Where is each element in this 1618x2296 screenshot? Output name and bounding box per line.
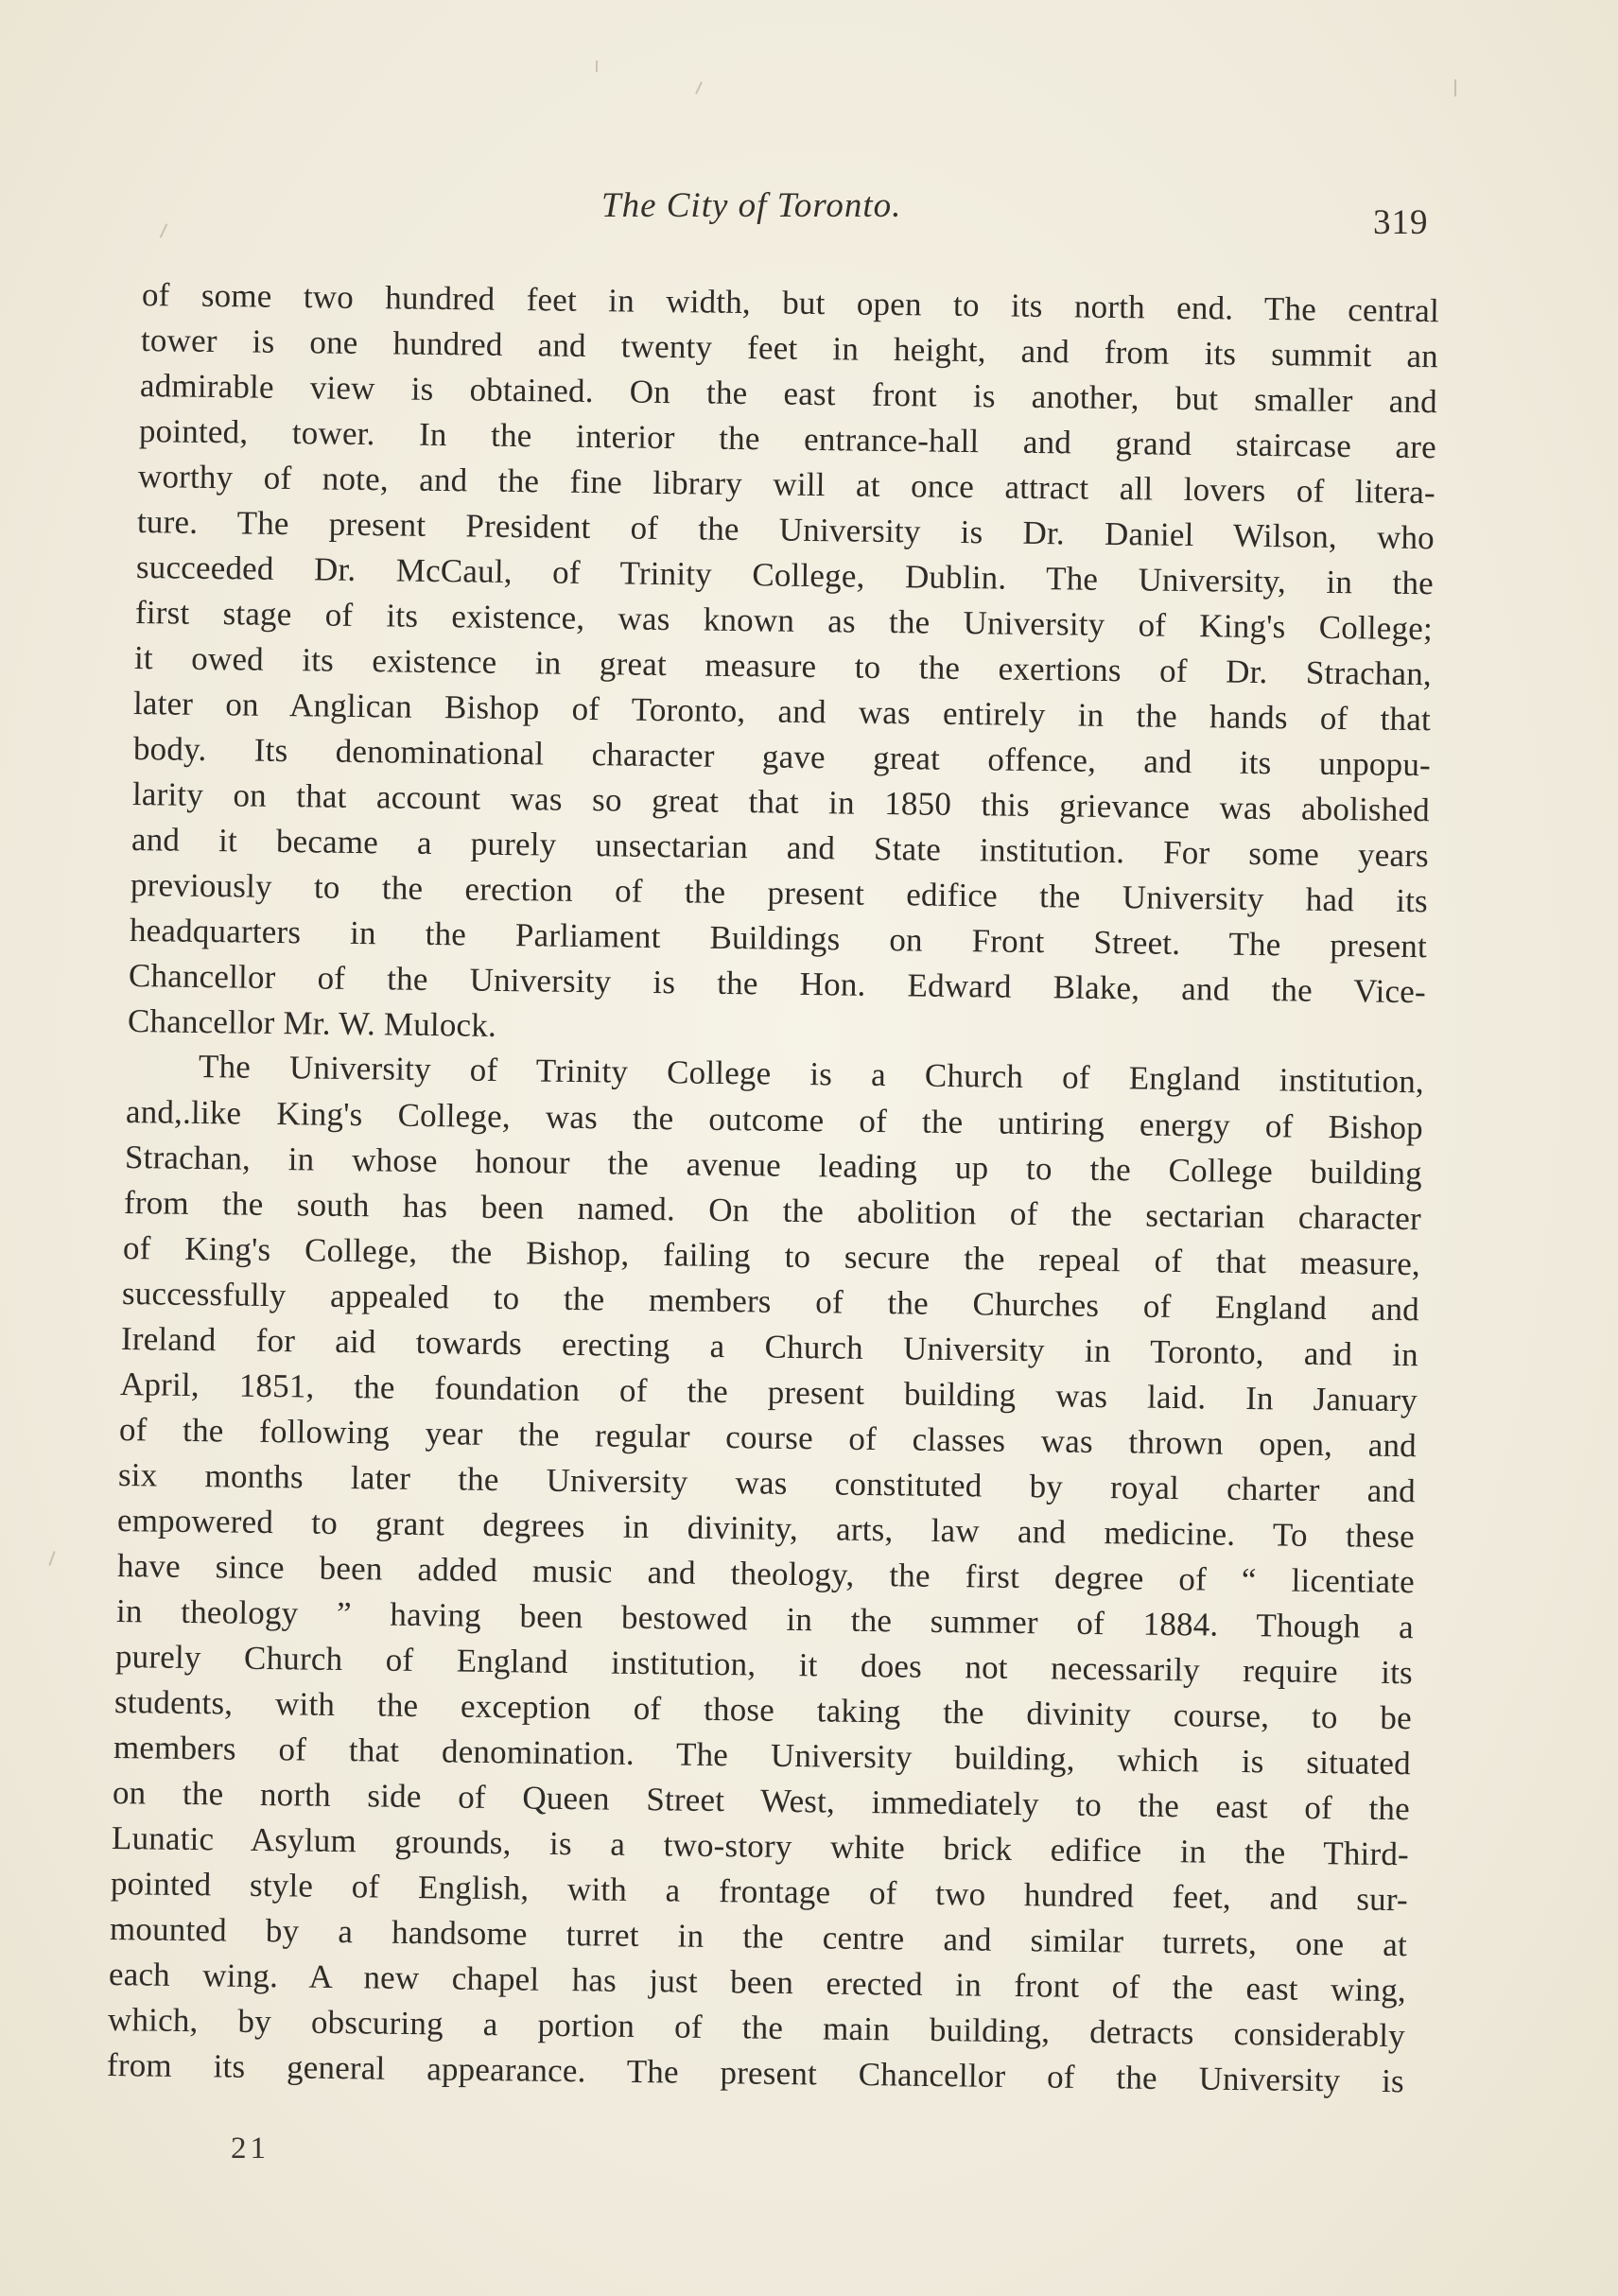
text-line: pointed, tower. In the interior the entrance-hall and grand staircase are — [138, 412, 1437, 466]
text-line: which, by obscuring a portion of the main building, detracts considerably — [107, 2001, 1406, 2055]
text-line: successfully appealed to the members of the Churches of England and — [121, 1275, 1420, 1329]
text-line: headquarters in the Parliament Buildings on Front Street. The present — [129, 912, 1428, 965]
text-line: and it became a purely unsectarian and State institution. For some years — [130, 821, 1430, 875]
text-line: succeeded Dr. McCaul, of Trinity College, Dublin. The University, in the — [135, 548, 1435, 602]
text-line: and,.like King's College, was the outcome of the untiring energy of Bishop — [125, 1093, 1424, 1147]
signature-mark: 21 — [231, 2131, 270, 2166]
text-line: admirable view is obtained. On the east front is another, but smaller and — [139, 367, 1438, 421]
text-line: tower is one hundred and twenty feet in height, and from its summit an — [140, 322, 1439, 375]
text-line: body. Its denominational character gave great offence, and its unpopu- — [132, 730, 1432, 784]
text-line: Ireland for aid towards erecting a Church University in Toronto, and in — [120, 1320, 1419, 1374]
text-line: of King's College, the Bishop, failing to secure the repeal of that measure, — [122, 1229, 1421, 1283]
text-line: previously to the erection of the present edifice the University had its — [130, 866, 1429, 920]
text-line: in theology ” having been bestowed in the summer of 1884. Though a — [115, 1592, 1415, 1646]
text-line: later on Anglican Bishop of Toronto, and was entirely in the hands of that — [132, 685, 1432, 739]
text-line: ture. The present President of the University is Dr. Daniel Wilson, who — [136, 503, 1435, 557]
scan-speck — [596, 61, 598, 72]
text-line: each wing. A new chapel has just been erected in front of the east wing, — [108, 1956, 1407, 2009]
text-line: it owed its existence in great measure to the exertions of Dr. Strachan, — [133, 639, 1433, 693]
running-title: The City of Toronto. — [601, 186, 902, 225]
text-line: from its general appearance. The present Chancellor of the University is — [106, 2046, 1405, 2100]
page-number: 319 — [1373, 203, 1429, 242]
text-line: worthy of note, and the fine library will at once attract all lovers of litera- — [137, 458, 1436, 512]
text-line: empowered to grant degrees in divinity, arts, law and medicine. To these — [116, 1502, 1416, 1556]
text-line: six months later the University was constituted by royal charter and — [117, 1456, 1417, 1510]
text-line: first stage of its existence, was known as the University of King's College; — [134, 594, 1434, 648]
text-line: Chancellor Mr. W. Mulock. — [127, 1002, 497, 1044]
text-line: students, with the exception of those taking the divinity course, to be — [113, 1683, 1413, 1737]
text-line: on the north side of Queen Street West, immediately to the east of the — [112, 1774, 1411, 1828]
text-line: Lunatic Asylum grounds, is a two-story white brick edifice in the Third- — [111, 1819, 1410, 1873]
page-header — [0, 185, 1618, 242]
text-line: April, 1851, the foundation of the present building was laid. In January — [119, 1365, 1418, 1419]
text-line: of the following year the regular course of classes was thrown open, and — [118, 1411, 1418, 1465]
text-line: of some two hundred feet in width, but open to its north end. The central — [141, 276, 1440, 330]
text-line: members of that denomination. The University building, which is situated — [113, 1729, 1412, 1783]
text-line: Chancellor of the University is the Hon. Edward Blake, and the Vice- — [128, 957, 1427, 1011]
text-line: larity on that account was so great that in 1850 this grievance was abolished — [131, 775, 1431, 829]
text-line: Strachan, in whose honour the avenue leading up to the College building — [124, 1139, 1423, 1192]
text-line: The University of Trinity College is a Church of England institution, — [198, 1048, 1425, 1101]
text-line: pointed style of English, with a frontage of two hundred feet, and sur- — [110, 1865, 1409, 1919]
text-line: have since been added music and theology, the first degree of “ licentiate — [116, 1547, 1416, 1601]
text-line: purely Church of England institution, it does not necessarily require its — [114, 1638, 1414, 1692]
text-line: from the south has been named. On the abolition of the sectarian character — [123, 1184, 1422, 1238]
scan-speck — [1454, 79, 1456, 96]
text-line: mounted by a handsome turret in the centre and similar turrets, one at — [109, 1910, 1408, 1964]
